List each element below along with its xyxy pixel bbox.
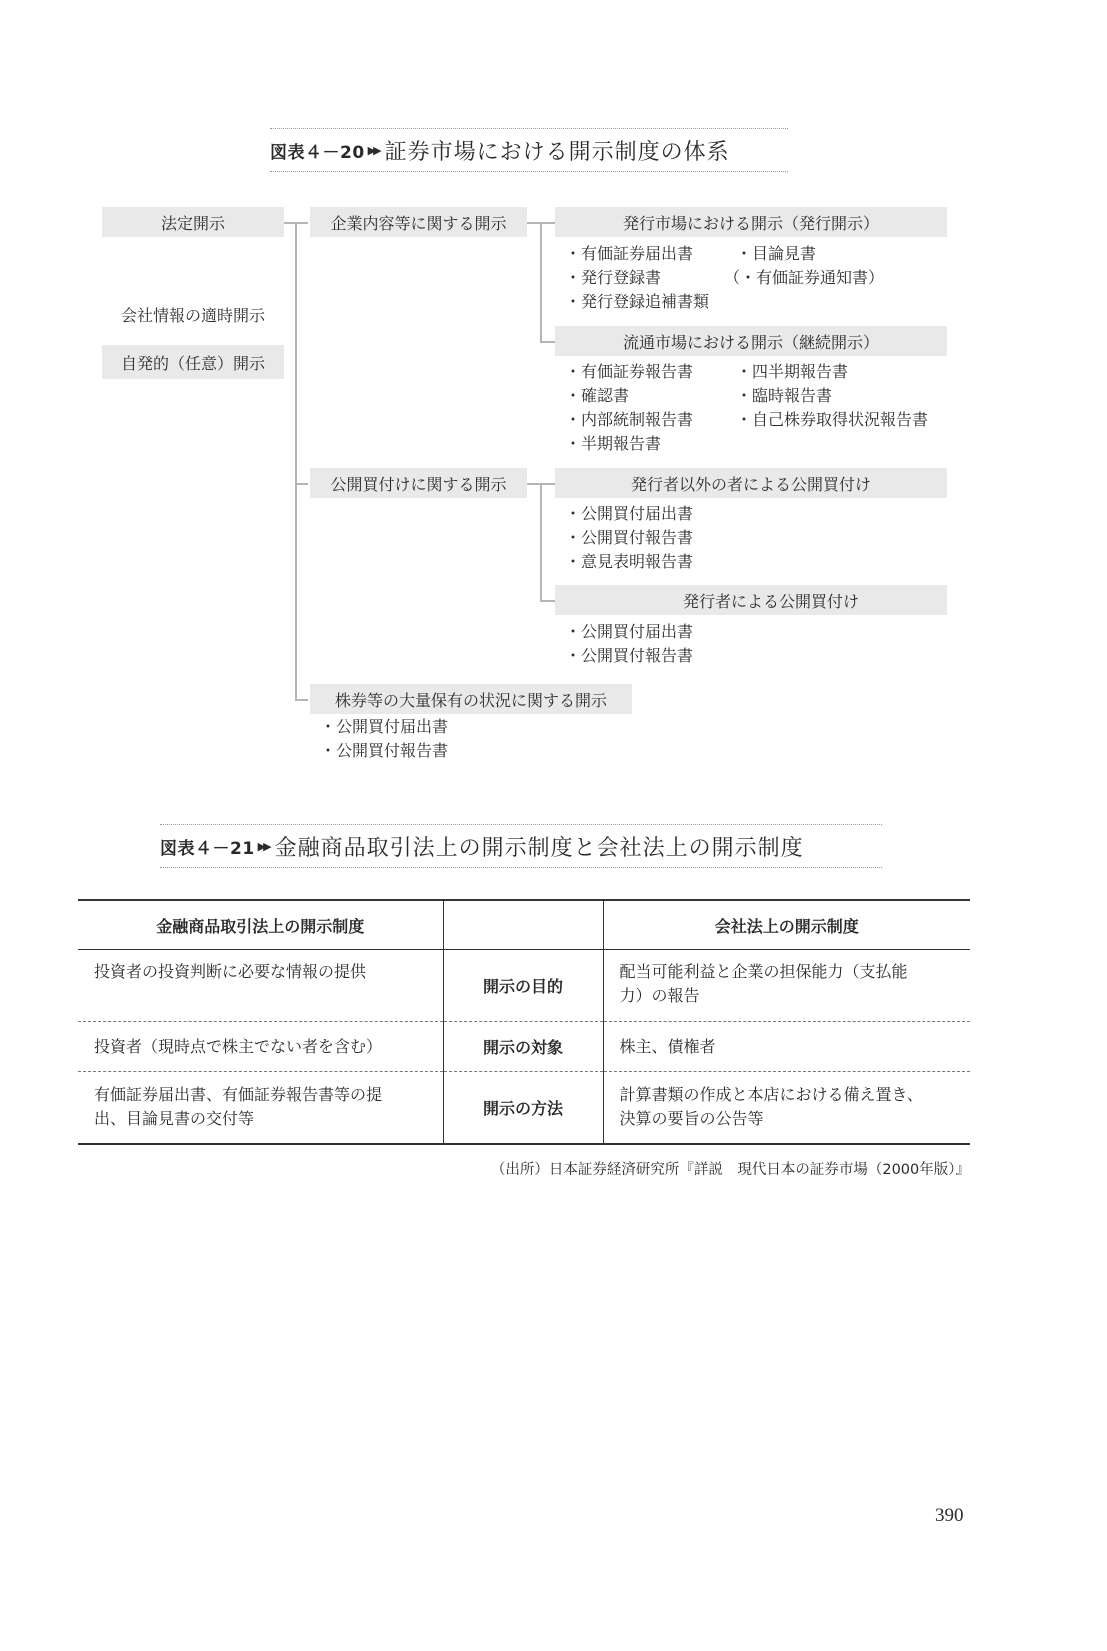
table-cell: 投資者の投資判断に必要な情報の提供: [78, 950, 443, 1022]
source-note: （出所）日本証券経済研究所『詳説 現代日本の証券市場（2000年版）』: [490, 1162, 970, 1178]
large-holding-items: [320, 715, 448, 763]
issue-market-items-right: [724, 242, 884, 290]
tender-disclosure-box: [310, 468, 527, 498]
list-item: ・自己株券取得状況報告書: [736, 410, 929, 429]
figure-21-title: [160, 824, 882, 868]
table-header-fiea: 金融商品取引法上の開示制度: [78, 900, 443, 950]
table-cell: 投資者（現時点で株主でない者を含む）: [78, 1022, 443, 1072]
tender-others-box: [555, 468, 947, 498]
list-item: ・確認書: [565, 386, 630, 405]
voluntary-disclosure-box: [102, 345, 284, 379]
issue-market-box: [555, 207, 947, 237]
secondary-market-items-right: [736, 360, 928, 432]
secondary-market-items-left: [565, 360, 693, 456]
table-cell: 配当可能利益と企業の担保能力（支払能 力）の報告: [603, 950, 970, 1022]
list-item: ・公開買付届出書: [320, 717, 449, 736]
figure-20-title: [270, 128, 788, 172]
corporate-disclosure-label: 企業内容等に関する開示: [330, 213, 507, 233]
list-item: （・有価証券通知書）: [724, 268, 885, 287]
list-item: ・四半期報告書: [736, 362, 849, 381]
table-row: [78, 950, 970, 1022]
table-row-label: 開示の方法: [443, 1072, 603, 1144]
figure-21-caption: 金融商品取引法上の開示制度と会社法上の開示制度: [274, 835, 804, 861]
tender-issuer-items: [565, 620, 693, 668]
issue-market-items-left: [565, 242, 709, 314]
list-item: ・内部統制報告書: [565, 410, 694, 429]
list-item: ・半期報告書: [565, 434, 662, 453]
figure-20-caption: 証券市場における開示制度の体系: [384, 139, 730, 165]
secondary-market-label: 流通市場における開示（継続開示）: [622, 332, 879, 352]
list-item: ・目論見書: [736, 244, 817, 263]
timely-disclosure-box: [102, 298, 284, 330]
list-item: ・発行登録書: [565, 268, 662, 287]
tender-issuer-label: 発行者による公開買付け: [682, 591, 859, 611]
table-header-row: [78, 900, 970, 950]
large-holding-disclosure-label: 株券等の大量保有の状況に関する開示: [334, 690, 607, 710]
list-item: ・公開買付届出書: [565, 504, 694, 523]
list-item: ・有価証券報告書: [565, 362, 694, 381]
issue-market-label: 発行市場における開示（発行開示）: [622, 213, 879, 233]
corporate-disclosure-box: [310, 207, 527, 237]
secondary-market-box: [555, 326, 947, 356]
table-header-companies-act: 会社法上の開示制度: [603, 900, 970, 950]
statutory-disclosure-label: 法定開示: [160, 213, 225, 233]
list-item: ・公開買付報告書: [320, 741, 449, 760]
list-item: ・公開買付報告書: [565, 528, 694, 547]
statutory-disclosure-box: [102, 207, 284, 237]
tender-others-label: 発行者以外の者による公開買付け: [630, 474, 871, 494]
double-arrow-icon: ▶▶: [257, 839, 269, 853]
figure-20-number: 図表４－20: [270, 142, 365, 163]
timely-disclosure-label: 会社情報の適時開示: [120, 305, 265, 325]
table-cell: 計算書類の作成と本店における備え置き、 決算の要旨の公告等: [603, 1072, 970, 1144]
table-row-label: 開示の目的: [443, 950, 603, 1022]
page-number: 390: [935, 1505, 964, 1526]
table-cell: 株主、債権者: [603, 1022, 970, 1072]
list-item: ・有価証券届出書: [565, 244, 694, 263]
large-holding-disclosure-box: [310, 684, 632, 714]
disclosure-comparison-table: [78, 899, 970, 1145]
list-item: ・意見表明報告書: [565, 552, 694, 571]
double-arrow-icon: ▶▶: [367, 143, 379, 157]
list-item: ・公開買付報告書: [565, 646, 694, 665]
tender-others-items: [565, 502, 693, 574]
list-item: ・公開買付届出書: [565, 622, 694, 641]
table-row-label: 開示の対象: [443, 1022, 603, 1072]
table-cell: 有価証券届出書、有価証券報告書等の提 出、目論見書の交付等: [78, 1072, 443, 1144]
table-header-middle: [443, 900, 603, 950]
figure-21-number: 図表４－21: [160, 838, 255, 859]
list-item: ・発行登録追補書類: [565, 292, 710, 311]
voluntary-disclosure-label: 自発的（任意）開示: [120, 353, 265, 373]
list-item: ・臨時報告書: [736, 386, 833, 405]
table-row: [78, 1072, 970, 1144]
tender-disclosure-label: 公開買付けに関する開示: [330, 474, 507, 494]
table-row: [78, 1022, 970, 1072]
tender-issuer-box: [555, 585, 947, 615]
